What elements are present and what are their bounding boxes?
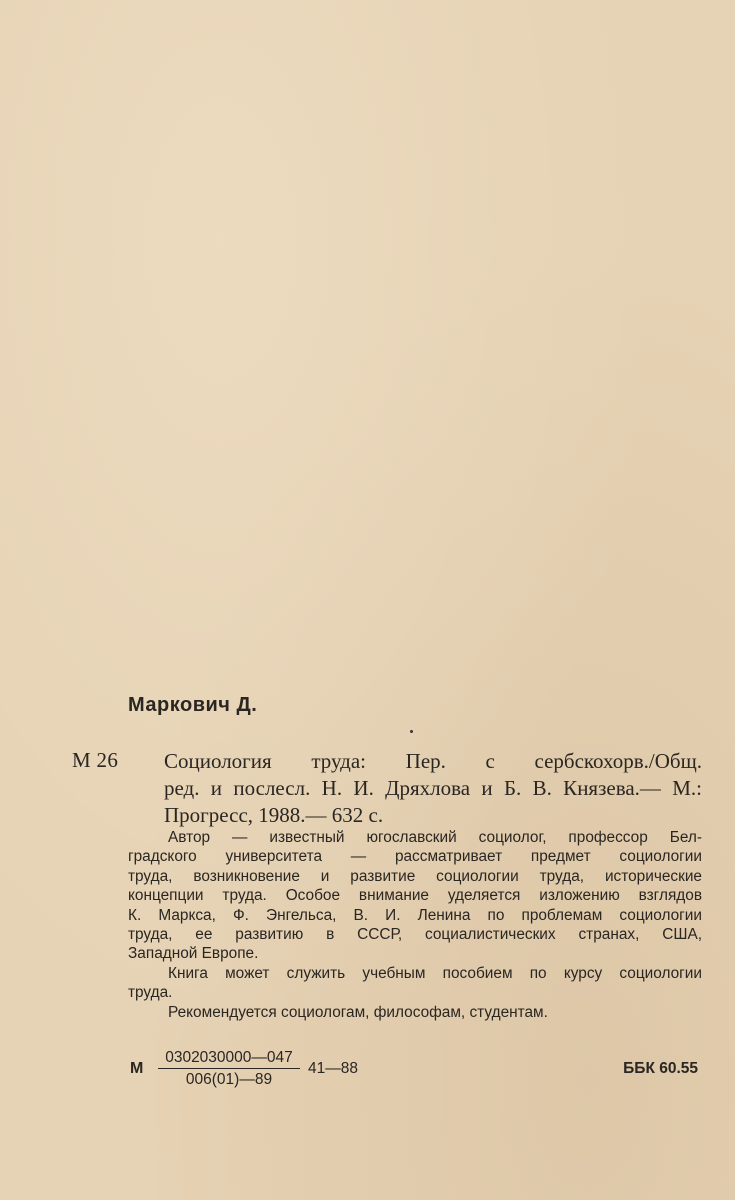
annotation-line: труда, возникновение и развитие социологии труда, исторические bbox=[128, 867, 702, 885]
bibliographic-description bbox=[164, 748, 702, 829]
annotation-line: градского университета — рассматривает предмет социологии bbox=[128, 848, 702, 866]
annotation-line: Автор — известный югославский социолог, профессор Бел- bbox=[168, 829, 702, 846]
annotation-line: Рекомендуется социологам, философам, студентам. bbox=[168, 1003, 548, 1021]
annotation-line: Западной Европе. bbox=[128, 945, 259, 963]
annotation-line: Книга может служить учебным пособием по курсу социологии bbox=[168, 964, 702, 982]
fraction-bar bbox=[158, 1068, 300, 1069]
catalog-code: М 26 bbox=[72, 748, 119, 772]
annotation bbox=[128, 828, 702, 1022]
index-fraction bbox=[158, 1048, 300, 1090]
annotation-line: труда. bbox=[128, 984, 173, 1002]
index-numerator: 0302030000—047 bbox=[165, 1049, 293, 1066]
print-dot bbox=[410, 730, 413, 733]
annotation-line: К. Маркса, Ф. Энгельса, В. И. Ленина по проблемам социологии bbox=[128, 906, 702, 924]
index-series: 41—88 bbox=[308, 1060, 358, 1077]
annotation-line: труда, ее развитию в СССР, социалистических странах, США, bbox=[128, 926, 702, 944]
index-letter: М bbox=[130, 1060, 144, 1077]
publication-index bbox=[128, 1048, 702, 1096]
bbk-code: ББК 60.55 bbox=[623, 1060, 698, 1077]
title-line: Социология труда: Пер. с сербскохорв./Общ. bbox=[164, 749, 702, 773]
index-denominator: 006(01)—89 bbox=[185, 1071, 273, 1088]
title-line: ред. и послесл. Н. И. Дряхлова и Б. В. Князева.— М.: bbox=[164, 776, 702, 800]
title-line: Прогресс, 1988.— 632 с. bbox=[164, 803, 384, 827]
annotation-line: концепции труда. Особое внимание уделяется изложению взглядов bbox=[128, 887, 702, 905]
author-name: Маркович Д. bbox=[128, 694, 258, 716]
